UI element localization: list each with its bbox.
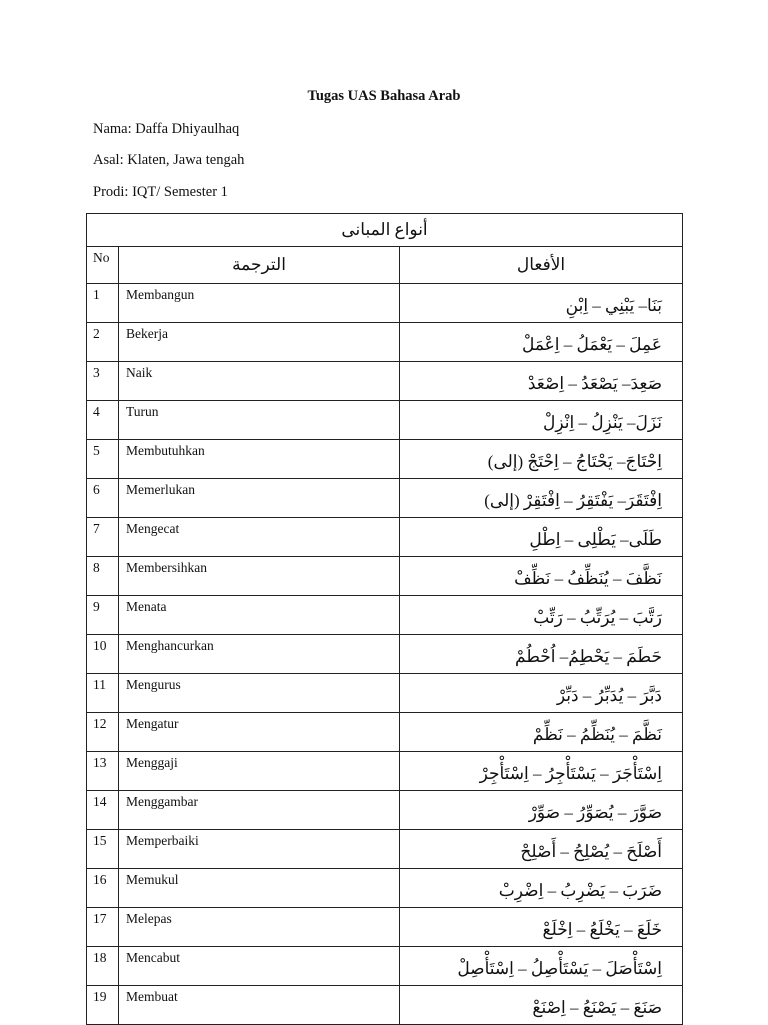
row-translation: Menggaji [119,752,400,791]
row-number: 18 [87,947,119,986]
document-title: Tugas UAS Bahasa Arab [307,88,461,104]
row-verbs: اِحْتَاجَ– يَحْتَاجُ – اِحْتَجْ (إلى) [400,440,683,479]
row-number: 5 [87,440,119,479]
row-translation: Menghancurkan [119,635,400,674]
row-translation: Membutuhkan [119,440,400,479]
row-number: 3 [87,362,119,401]
row-number: 14 [87,791,119,830]
column-header-no: No [87,247,119,284]
row-translation: Melepas [119,908,400,947]
row-number: 11 [87,674,119,713]
row-number: 10 [87,635,119,674]
row-verbs: حَطَمَ – يَحْطِمُ– اُحْطُمْ [400,635,683,674]
row-verbs: نَظَّفَ – يُنَظِّفُ – نَظِّفْ [400,557,683,596]
row-number: 7 [87,518,119,557]
table-row [87,791,683,830]
table-row [87,479,683,518]
row-verbs: صَنَعَ – يَصْنَعُ – اِصْنَعْ [400,986,683,1025]
table-row [87,440,683,479]
row-number: 1 [87,284,119,323]
column-header-translation: الترجمة [119,247,400,284]
row-translation: Memukul [119,869,400,908]
row-translation: Mengecat [119,518,400,557]
row-number: 12 [87,713,119,752]
table-row [87,557,683,596]
table-heading-row [87,214,683,247]
row-translation: Mencabut [119,947,400,986]
row-verbs: صَعِدَ– يَصْعَدُ – اِصْعَدْ [400,362,683,401]
row-translation: Mengurus [119,674,400,713]
row-verbs: أَصْلَحَ – يُصْلِحُ – أَصْلِحْ [400,830,683,869]
row-verbs: اِسْتَأْجَرَ – يَسْتَأْجِرُ – اِسْتَأْجِرْ [400,752,683,791]
table-row [87,401,683,440]
row-number: 4 [87,401,119,440]
student-program: Prodi: IQT/ Semester 1 [93,184,228,200]
row-number: 9 [87,596,119,635]
row-number: 16 [87,869,119,908]
row-translation: Bekerja [119,323,400,362]
row-number: 2 [87,323,119,362]
row-number: 19 [87,986,119,1025]
row-verbs: عَمِلَ – يَعْمَلُ – اِعْمَلْ [400,323,683,362]
table-row [87,908,683,947]
row-translation: Membersihkan [119,557,400,596]
row-verbs: طَلَى– يَطْلِى – اِطْلِ [400,518,683,557]
table-row [87,713,683,752]
row-verbs: اِسْتَأْصَلَ – يَسْتَأْصِلُ – اِسْتَأْصِلْ [400,947,683,986]
row-translation: Mengatur [119,713,400,752]
table-row [87,947,683,986]
row-verbs: ضَرَبَ – يَضْرِبُ – اِضْرِبْ [400,869,683,908]
table-row [87,596,683,635]
table-heading: أنواع المبانى [87,214,683,247]
row-translation: Membangun [119,284,400,323]
table-row [87,323,683,362]
column-header-verbs: الأفعال [400,247,683,284]
table-row [87,674,683,713]
table-row [87,284,683,323]
row-translation: Menggambar [119,791,400,830]
row-translation: Memperbaiki [119,830,400,869]
row-number: 15 [87,830,119,869]
student-origin: Asal: Klaten, Jawa tengah [93,152,245,168]
verb-table [86,213,683,1025]
table-row [87,869,683,908]
row-translation: Membuat [119,986,400,1025]
student-name: Nama: Daffa Dhiyaulhaq [93,121,240,137]
row-translation: Turun [119,401,400,440]
row-translation: Naik [119,362,400,401]
table-row [87,362,683,401]
row-translation: Memerlukan [119,479,400,518]
table-row [87,518,683,557]
row-verbs: بَنَا– يَبْنِي – اِبْنِ [400,284,683,323]
table-row [87,635,683,674]
row-number: 6 [87,479,119,518]
row-verbs: نَزَلَ– يَنْزِلُ – اِنْزِلْ [400,401,683,440]
row-verbs: خَلَعَ – يَخْلَعُ – اِخْلَعْ [400,908,683,947]
row-verbs: صَوَّرَ – يُصَوِّرُ – صَوِّرْ [400,791,683,830]
table-row [87,830,683,869]
row-verbs: دَبَّرَ – يُدَبِّرُ – دَبِّرْ [400,674,683,713]
row-verbs: رَتَّبَ – يُرَتِّبُ – رَتِّبْ [400,596,683,635]
row-number: 8 [87,557,119,596]
row-translation: Menata [119,596,400,635]
table-row [87,752,683,791]
column-header-row [87,247,683,284]
row-verbs: نَظَّمَ – يُنَظِّمُ – نَظِّمْ [400,713,683,752]
row-number: 17 [87,908,119,947]
row-number: 13 [87,752,119,791]
row-verbs: اِفْتَقَرَ– يَفْتَقِرُ – اِفْتَقِرْ (إلى) [400,479,683,518]
table-row [87,986,683,1025]
